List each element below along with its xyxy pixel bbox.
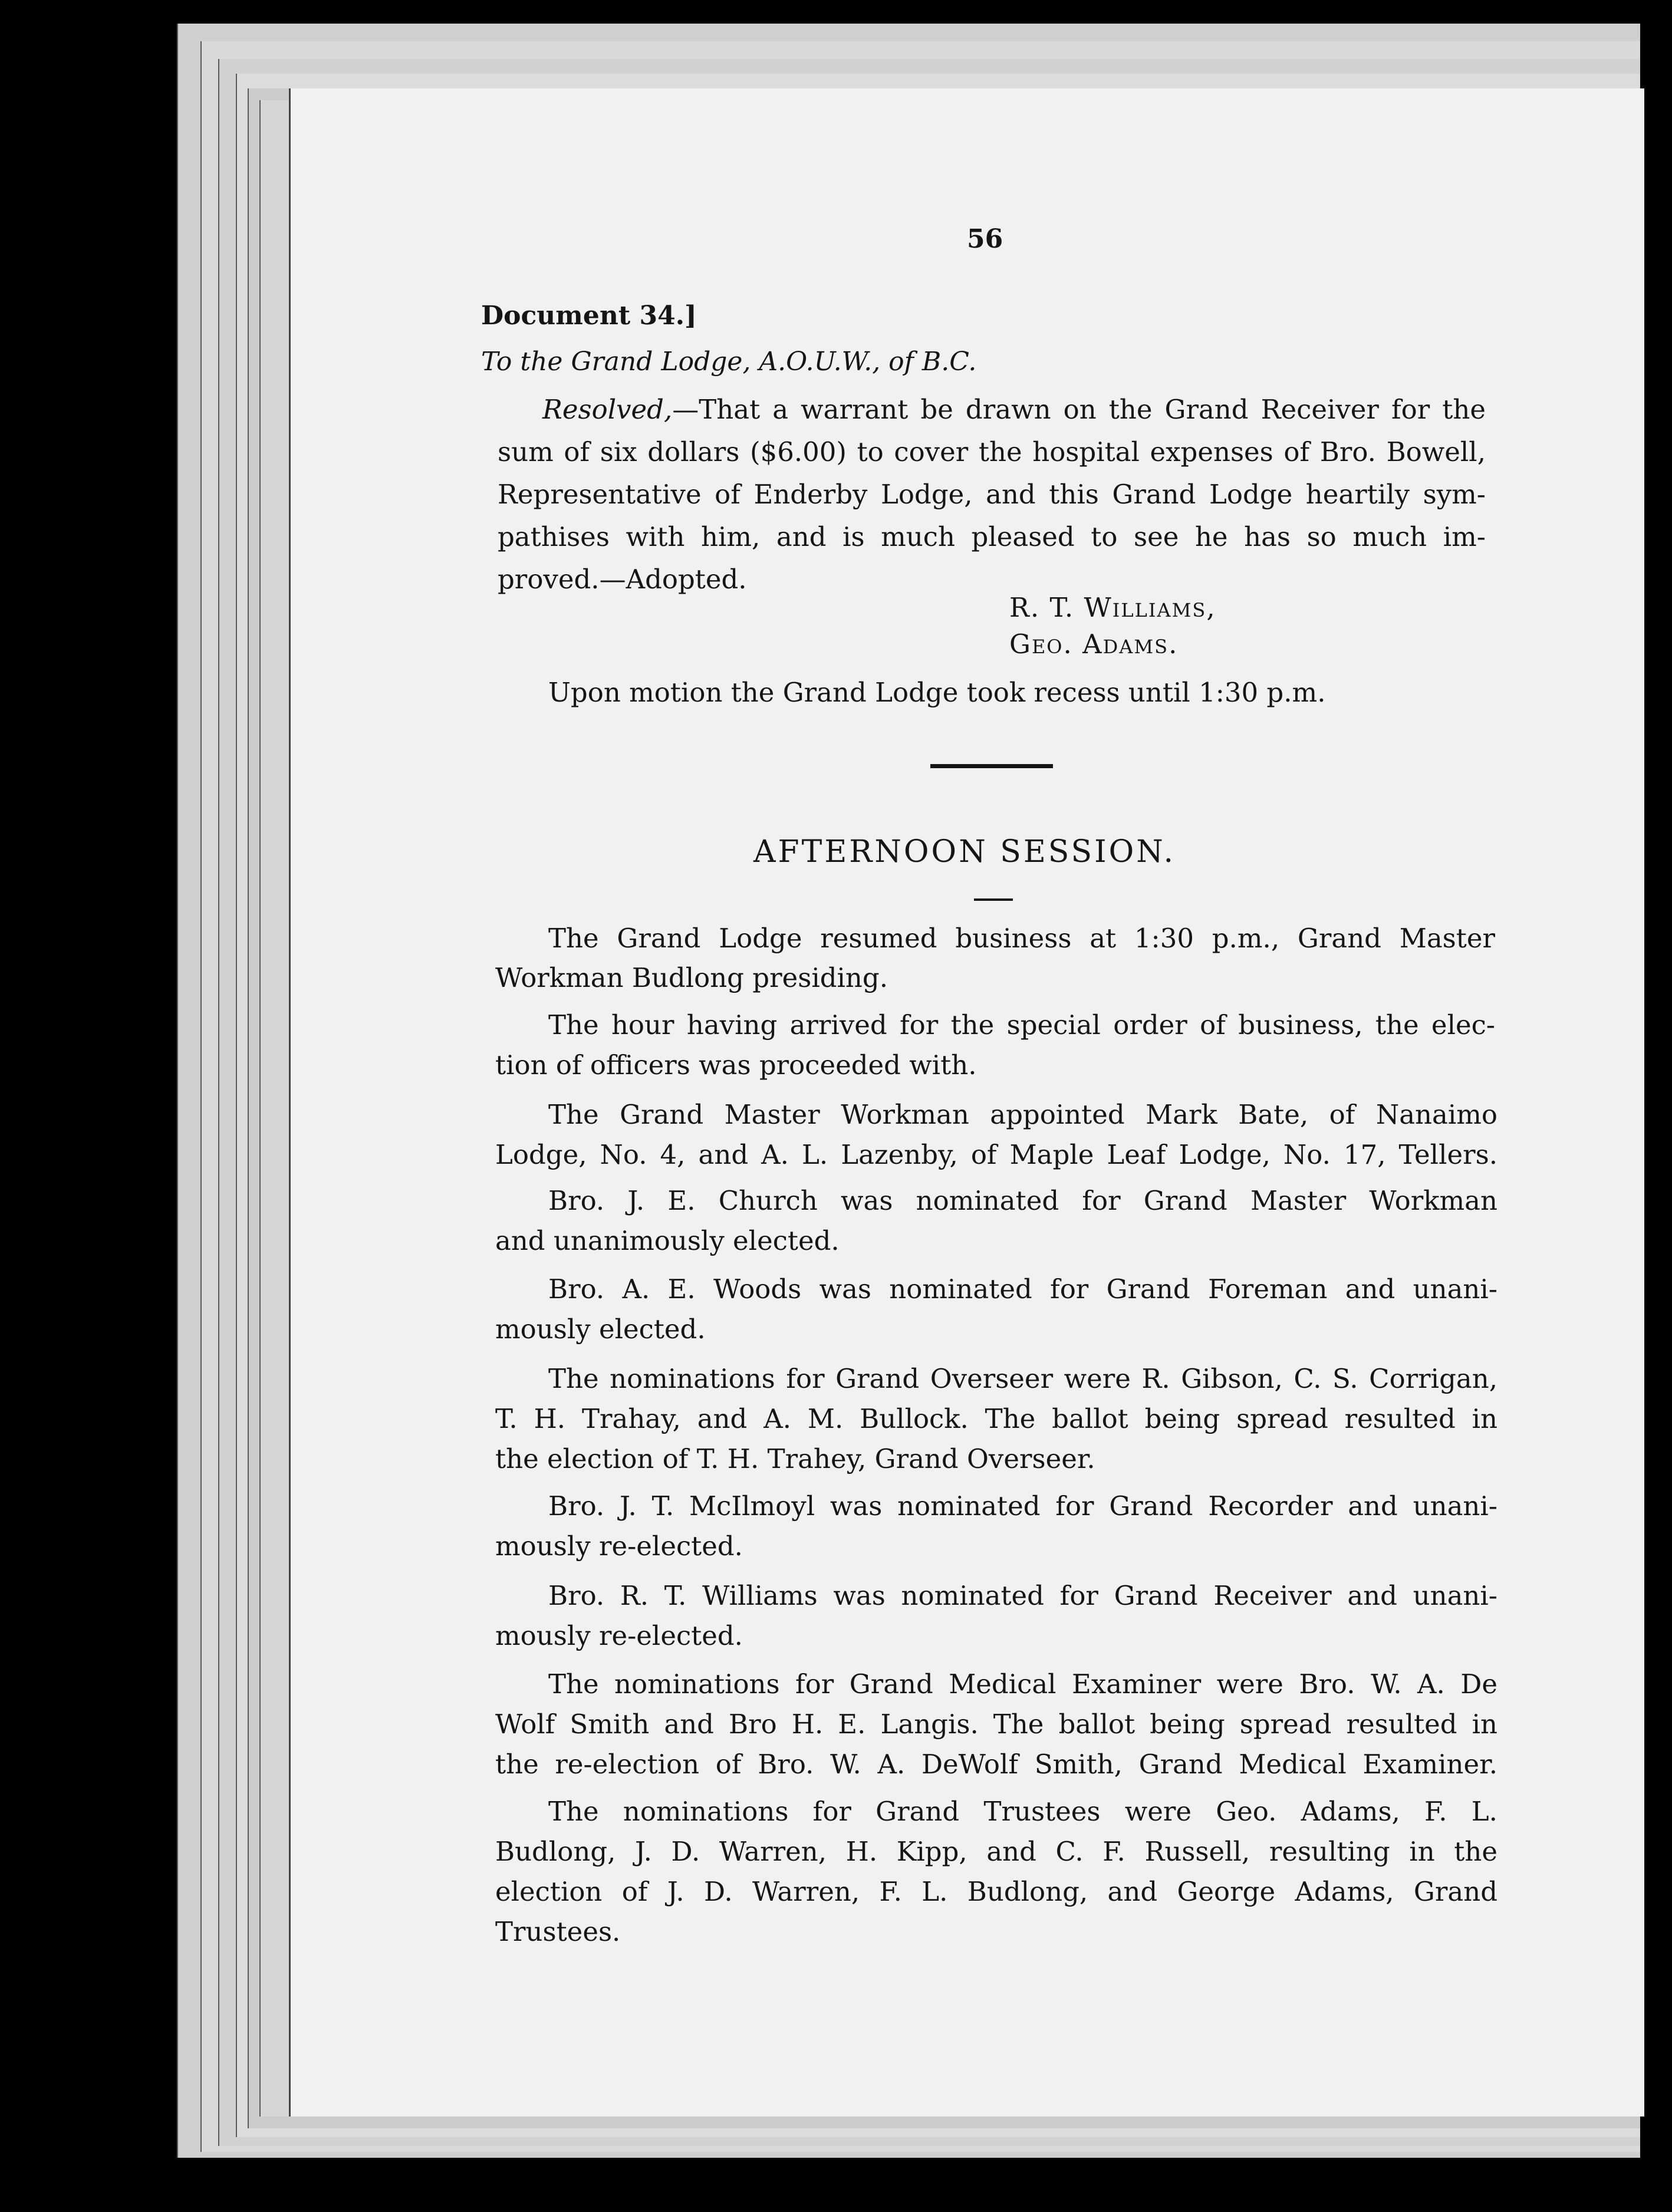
paragraph-line: Bro. J. T. McIlmoyl was nominated for Grand Recorder and unani- — [548, 1490, 1497, 1522]
paragraph-line: Workman Budlong presiding. — [495, 962, 888, 993]
page-number: 56 — [967, 224, 1003, 254]
paragraph-line: Trustees. — [495, 1916, 621, 1947]
resolution-line: proved.—Adopted. — [498, 564, 747, 595]
paragraph-line: the election of T. H. Trahey, Grand Overseer. — [495, 1443, 1095, 1474]
document-label: Document 34.] — [481, 301, 697, 331]
paragraph-line: The nominations for Grand Trustees were Geo. Adams, F. L. — [548, 1796, 1497, 1827]
paragraph-line: tion of officers was proceeded with. — [495, 1049, 977, 1081]
paragraph-line: mously elected. — [495, 1314, 706, 1345]
resolution-line: sum of six dollars ($6.00) to cover the hospital expenses of Bro. Bowell, — [498, 436, 1486, 468]
paragraph-line: mously re-elected. — [495, 1620, 743, 1651]
section-divider — [930, 764, 1053, 768]
paragraph-line: Budlong, J. D. Warren, H. Kipp, and C. F. Russell, resulting in the — [495, 1836, 1497, 1867]
paragraph-line: and unanimously elected. — [495, 1225, 840, 1256]
recess-line: Upon motion the Grand Lodge took recess until 1:30 p.m. — [548, 677, 1326, 708]
paragraph-line: Bro. J. E. Church was nominated for Grand Master Workman — [548, 1185, 1497, 1216]
paragraph-line: Lodge, No. 4, and A. L. Lazenby, of Maple Leaf Lodge, No. 17, Tellers. — [495, 1139, 1497, 1170]
signatory: Geo. Adams. — [1009, 628, 1179, 660]
resolved-lead: Resolved, — [542, 394, 673, 425]
signatory: R. T. Williams, — [1009, 592, 1216, 623]
paragraph-line: mously re-elected. — [495, 1530, 743, 1562]
resolution-line: pathises with him, and is much pleased to see he has so much im- — [498, 521, 1486, 552]
paragraph-line: the re-election of Bro. W. A. DeWolf Smith, Grand Medical Examiner. — [495, 1749, 1497, 1780]
paragraph-line: The hour having arrived for the special order of business, the elec- — [548, 1009, 1495, 1041]
paragraph-line: Wolf Smith and Bro H. E. Langis. The ballot being spread resulted in — [495, 1709, 1497, 1740]
paragraph-line: The Grand Master Workman appointed Mark Bate, of Nanaimo — [548, 1099, 1497, 1130]
address-line: To the Grand Lodge, A.O.U.W., of B.C. — [481, 347, 977, 377]
paragraph-line: Bro. A. E. Woods was nominated for Grand Foreman and unani- — [548, 1273, 1497, 1305]
paragraph-line: The nominations for Grand Medical Examiner were Bro. W. A. De — [548, 1668, 1497, 1700]
resolution-text: —That a warrant be drawn on the Grand Receiver for the — [672, 394, 1486, 425]
resolution-line: Representative of Enderby Lodge, and this Grand Lodge heartily sym- — [498, 479, 1486, 510]
resolution-line — [542, 394, 1486, 425]
paragraph-line: Bro. R. T. Williams was nominated for Grand Receiver and unani- — [548, 1580, 1497, 1611]
paragraph-line: T. H. Trahay, and A. M. Bullock. The ballot being spread resulted in — [495, 1403, 1497, 1434]
paragraph-line: election of J. D. Warren, F. L. Budlong, and George Adams, Grand — [495, 1876, 1497, 1907]
heading-underline — [974, 898, 1013, 901]
session-heading: AFTERNOON SESSION. — [753, 834, 1176, 870]
paragraph-line: The nominations for Grand Overseer were R. Gibson, C. S. Corrigan, — [548, 1363, 1497, 1394]
paragraph-line: The Grand Lodge resumed business at 1:30 p.m., Grand Master — [548, 923, 1495, 954]
